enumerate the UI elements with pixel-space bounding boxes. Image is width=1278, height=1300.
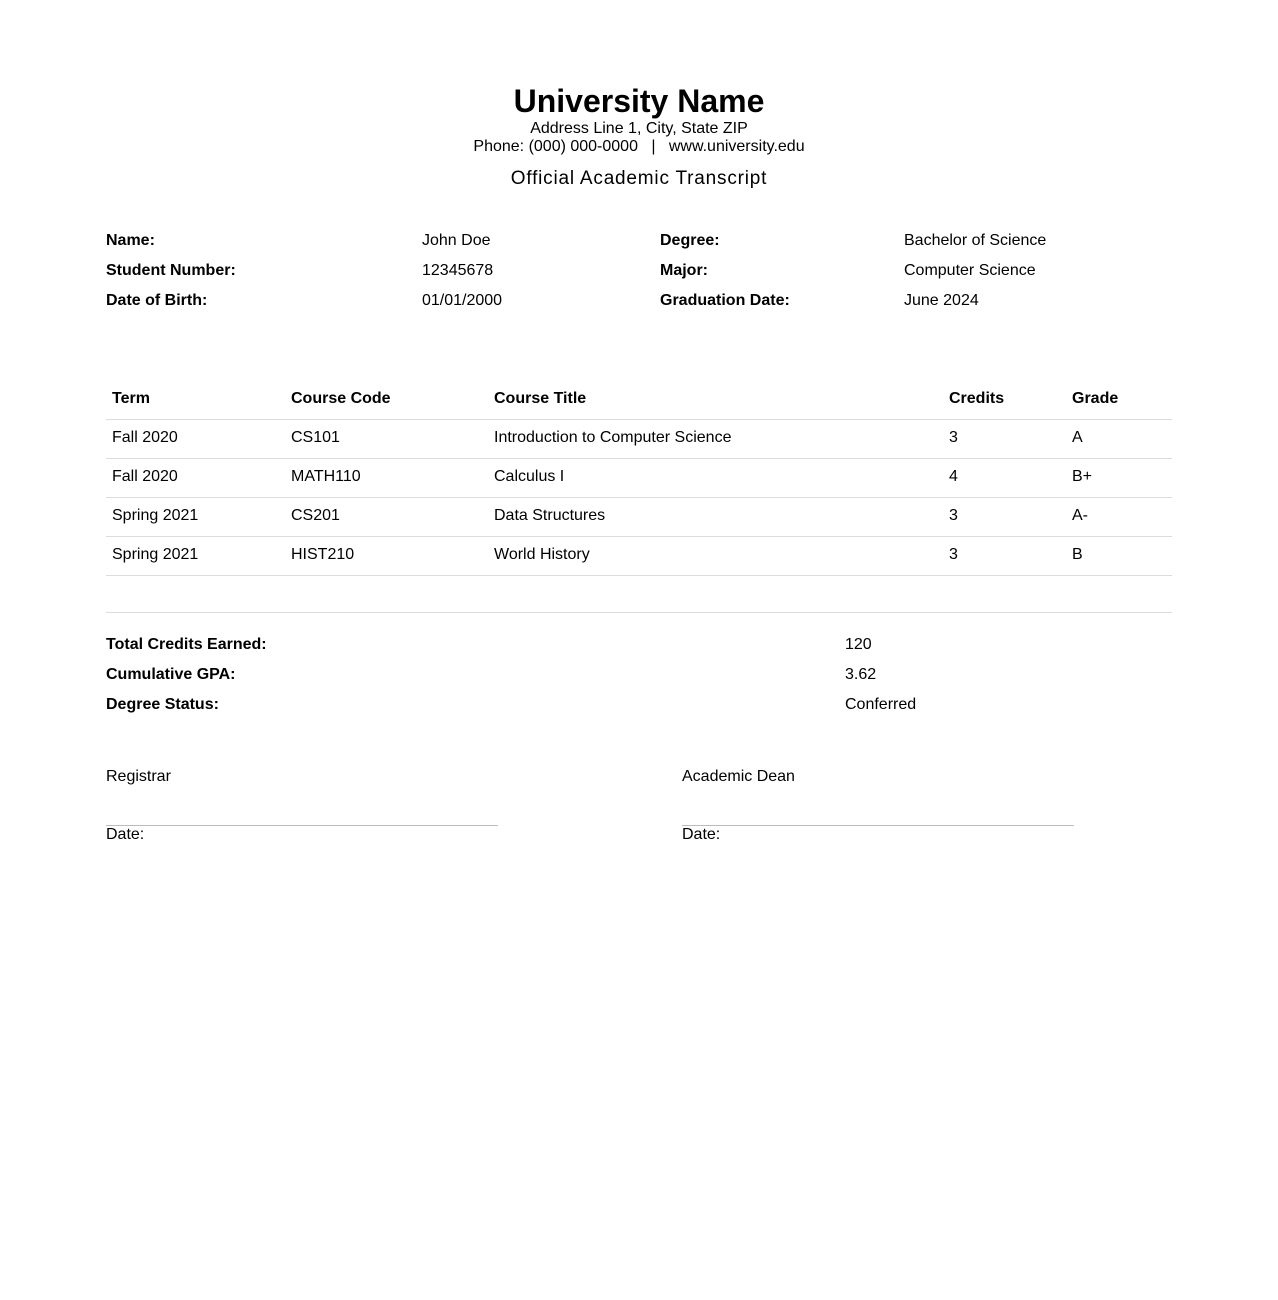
row-divider [106, 497, 1172, 498]
cell-credits: 3 [949, 507, 958, 524]
header-course-title: Course Title [494, 390, 587, 407]
cell-course-code: CS101 [291, 429, 340, 446]
registrar-signature-line [106, 825, 498, 826]
graduation-date-value: June 2024 [904, 292, 979, 309]
student-number-label: Student Number: [106, 262, 236, 279]
header-term: Term [112, 390, 150, 407]
website: www.university.edu [668, 138, 805, 155]
cell-course-code: CS201 [291, 507, 340, 524]
phone: Phone: (000) 000-0000 [473, 138, 638, 155]
university-name: University Name [513, 83, 765, 119]
cell-course-title: Introduction to Computer Science [494, 429, 732, 446]
total-credits-label: Total Credits Earned: [106, 636, 267, 653]
degree-status-label: Degree Status: [106, 696, 219, 713]
document-title: Official Academic Transcript [510, 168, 768, 189]
gpa-value: 3.62 [845, 666, 877, 683]
cell-term: Fall 2020 [112, 468, 178, 485]
cell-grade: A- [1072, 507, 1088, 524]
cell-credits: 3 [949, 429, 958, 446]
graduation-date-label: Graduation Date: [660, 292, 790, 309]
cell-credits: 3 [949, 546, 958, 563]
section-divider [106, 612, 1172, 613]
student-number-value: 12345678 [422, 262, 494, 279]
degree-label: Degree: [660, 232, 720, 249]
separator: | [651, 138, 656, 155]
major-value: Computer Science [904, 262, 1036, 279]
cell-grade: A [1072, 429, 1083, 446]
cell-course-title: Data Structures [494, 507, 606, 524]
cell-term: Spring 2021 [112, 507, 199, 524]
gpa-label: Cumulative GPA: [106, 666, 236, 683]
divider [106, 419, 1172, 420]
university-address: Address Line 1, City, State ZIP [530, 120, 748, 137]
major-label: Major: [660, 262, 708, 279]
total-credits-value: 120 [845, 636, 872, 653]
registrar-title: Registrar [106, 768, 171, 785]
row-divider [106, 536, 1172, 537]
degree-value: Bachelor of Science [904, 232, 1047, 249]
cell-grade: B+ [1072, 468, 1093, 485]
name-label: Name: [106, 232, 155, 249]
dob-value: 01/01/2000 [422, 292, 503, 309]
row-divider [106, 575, 1172, 576]
header-credits: Credits [949, 390, 1005, 407]
degree-status-value: Conferred [845, 696, 917, 713]
cell-course-title: Calculus I [494, 468, 565, 485]
header-course-code: Course Code [291, 390, 391, 407]
cell-credits: 4 [949, 468, 958, 485]
contact-line [0, 138, 1278, 156]
row-divider [106, 458, 1172, 459]
cell-course-title: World History [494, 546, 590, 563]
name-value: John Doe [422, 232, 491, 249]
dob-label: Date of Birth: [106, 292, 208, 309]
cell-term: Fall 2020 [112, 429, 178, 446]
cell-course-code: MATH110 [291, 468, 361, 485]
cell-term: Spring 2021 [112, 546, 199, 563]
cell-course-code: HIST210 [291, 546, 355, 563]
cell-grade: B [1072, 546, 1083, 563]
dean-title: Academic Dean [682, 768, 795, 785]
registrar-date-label: Date: [106, 826, 145, 843]
header-grade: Grade [1072, 390, 1119, 407]
dean-date-label: Date: [682, 826, 721, 843]
dean-signature-line [682, 825, 1074, 826]
